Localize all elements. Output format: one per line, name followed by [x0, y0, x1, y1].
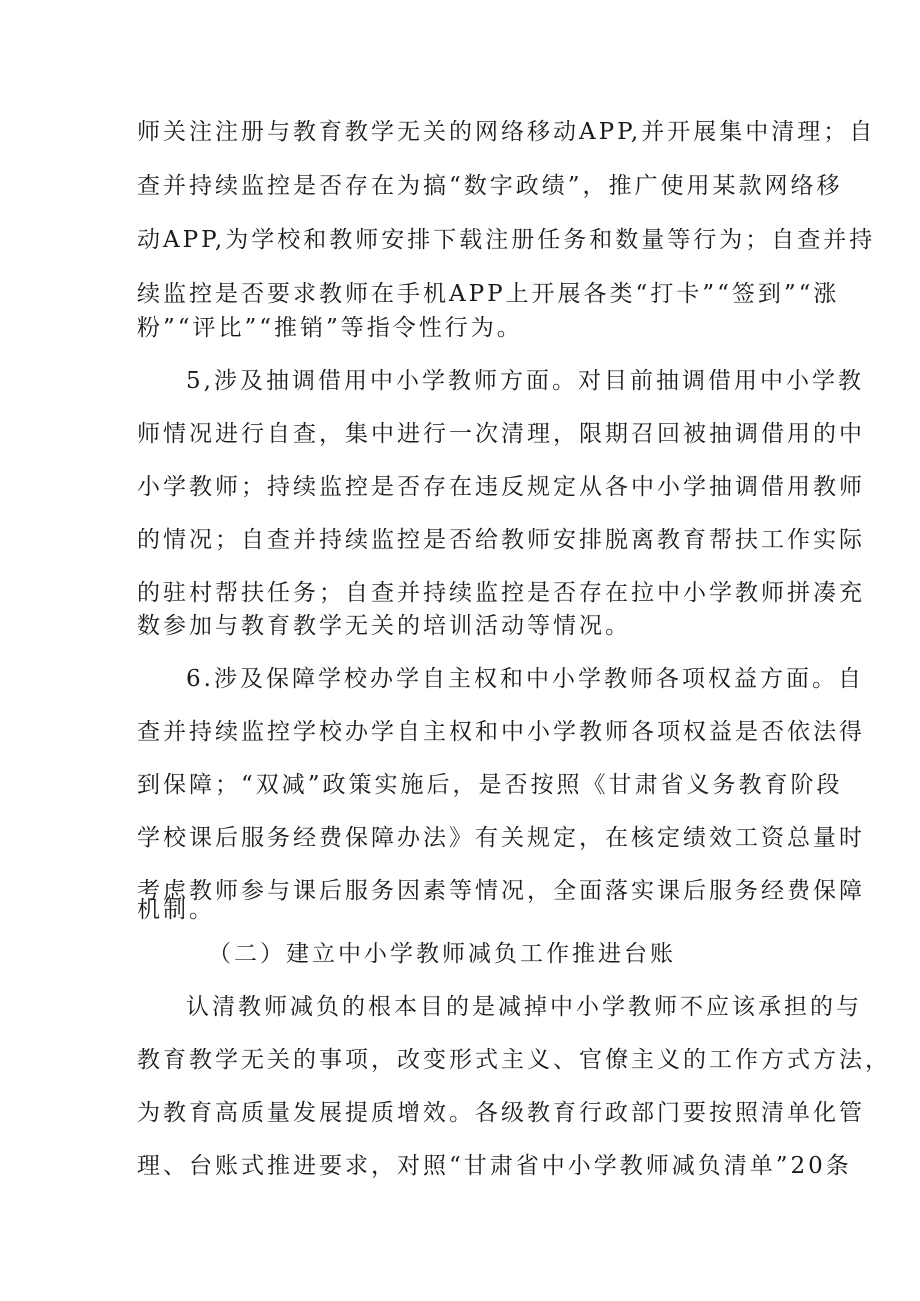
text-line: 的情况；自查并持续监控是否给教师安排脱离教育帮扶工作实际: [137, 527, 865, 553]
text-line: 动APP,为学校和教师安排下载注册任务和数量等行为；自查并持: [137, 227, 876, 253]
text-line: 师关注注册与教育教学无关的网络移动APP,并开展集中清理；自: [137, 119, 876, 145]
text-line: 师情况进行自查，集中进行一次清理，限期召回被抽调借用的中: [137, 421, 865, 447]
section-heading: （二）建立中小学教师减负工作推进台账: [208, 941, 676, 967]
text-line: 的驻村帮扶任务；自查并持续监控是否存在拉中小学教师拼凑充: [137, 580, 865, 606]
text-line: 续监控是否要求教师在手机APP上开展各类“打卡”“签到”“涨: [137, 281, 840, 307]
paragraph-start-line: 认清教师减负的根本目的是减掉中小学教师不应该承担的与: [186, 994, 862, 1020]
text-line: 理、台账式推进要求，对照“甘肃省中小学教师减负清单”20条: [137, 1153, 852, 1179]
text-line: 查并持续监控是否存在为搞“数字政绩”，推广使用某款网络移: [137, 173, 843, 199]
text-line: 学校课后服务经费保障办法》有关规定，在核定绩效工资总量时: [137, 825, 865, 851]
text-line: 教育教学无关的事项，改变形式主义、官僚主义的工作方式方法，: [137, 1047, 891, 1073]
text-line: 为教育高质量发展提质增效。各级教育行政部门要按照清单化管: [137, 1100, 865, 1126]
text-line: 粉”“评比”“推销”等指令性行为。: [137, 315, 523, 341]
text-line: 考虑教师参与课后服务因素等情况，全面落实课后服务经费保障: [137, 878, 865, 904]
paragraph-start-line: 6.涉及保障学校办学自主权和中小学教师各项权益方面。自: [186, 666, 864, 692]
text-line: 机制。: [137, 897, 215, 923]
text-line: 到保障；“双减”政策实施后，是否按照《甘肃省义务教育阶段: [137, 772, 843, 798]
text-line: 小学教师；持续监控是否存在违反规定从各中小学抽调借用教师: [137, 474, 865, 500]
text-line: 数参加与教育教学无关的培训活动等情况。: [137, 613, 631, 639]
paragraph-start-line: 5,涉及抽调借用中小学教师方面。对目前抽调借用中小学教: [186, 368, 864, 394]
text-line: 查并持续监控学校办学自主权和中小学教师各项权益是否依法得: [137, 719, 865, 745]
